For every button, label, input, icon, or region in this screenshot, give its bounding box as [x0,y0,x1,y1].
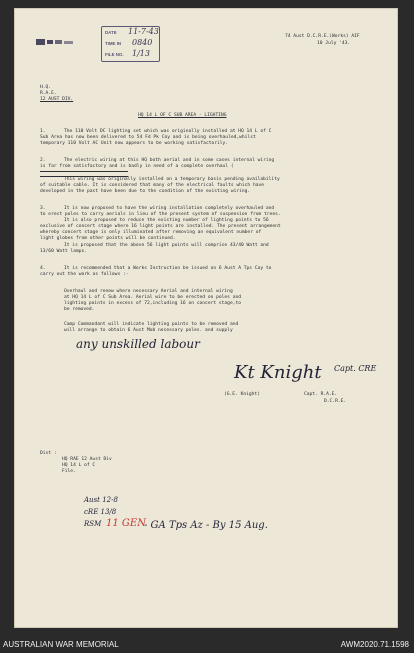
handwritten-red-note: 11 GEN [106,518,146,529]
paragraph-line: It is also proposed to reduce the existing number of lighting points to 56 [64,218,269,223]
signature-rank: Capt. R.A.E. [304,392,338,397]
paragraph-line: The 110 Volt DC lighting set which was originally installed at HQ 14 L of C [64,129,272,134]
handwritten-action-note: - GA Tps Az - By 15 Aug. [144,520,268,531]
distribution-item: File. [62,469,76,474]
signature-unit: D.C.R.E. [324,399,347,404]
paragraph-line: developed in the past have been due to the condition of the existing wiring. [40,189,251,194]
work-item-line: lighting points in excess of 72,including 16 on concert stage,to [64,301,242,306]
date-line: 10 July '43. [317,41,351,46]
handwritten-labour-note: any unskilled labour [76,337,200,351]
paragraph-line: carry out the work as follows :- [40,272,129,277]
signature-name: (G.E. Knight) [224,392,260,397]
paragraph-line: It is recommended that a Works Instruction be issued on 6 Aust A Tps Coy to [64,266,272,271]
archive-footer [0,636,414,653]
paragraph-line: to erect poles to carry aerials in lieu of the present system of suspension from trees. [40,212,281,217]
paragraph-number: 4. [40,266,46,271]
paragraph-line: whereby concert stage is only illuminated after removing an equivalent number of [40,230,262,235]
paragraph-line: 13/60 Watt lamps. [40,249,88,254]
stamp-file-label: FILE NO. [105,52,124,57]
paragraph-number: 2. [40,158,46,163]
distribution-item: HQ 14 L of C [62,463,96,468]
unit-line: 74 Aust D.C.R.E.(Works) AIF [285,34,360,39]
stamp-time-label: TIME IN [105,41,122,46]
document-page [14,8,398,628]
address-line: 12 AUST DIV. [40,97,74,102]
paragraph-line: light globes from other points will be continued. [40,236,176,241]
work-item-line: Camp Commandant will indicate lighting points to be removed and [64,322,239,327]
paragraph-line: The electric wiring at this HQ both aerial and in some cases internal wiring [64,158,275,163]
distribution-label: Dist : [40,451,57,456]
paragraph-number: 1. [40,129,46,134]
stamp-time-value: 0840 [132,38,153,47]
distribution-item: HQ RAE 12 Aust Div [62,457,112,462]
paragraph-line: exclusive of concert stage where 16 light points are installed. The present arrangement [40,224,281,229]
stamp-file-value: 1/13 [132,49,150,58]
handwritten-margin-note: RSM [84,520,102,528]
paragraph-line: This wiring was originally installed on a temporary basis pending availability [64,177,280,182]
paragraph-line: It is now proposed to have the wiring installation completely overhauled and [64,206,275,211]
work-item-line: at HQ 14 L of C Sub Area. Aerial wire to be erected on poles and [64,295,242,300]
received-stamp [101,26,160,62]
address-line: H.Q. [40,85,52,90]
handwritten-margin-note: Aust 12-8 [84,496,118,504]
work-item-line: will arrange to obtain 6 Aust Mob necessary poles. and supply [64,328,233,333]
subject-heading: HQ 14 L OF C SUB AREA - LIGHTING [138,113,227,118]
paragraph-line: It is proposed that the above 56 light points will comprise 43/40 Watt and [64,243,269,248]
address-line: R.A.E. [40,91,57,96]
handwritten-capt-note: Capt. CRE [334,364,377,373]
paragraph-line: of suitable cable. It is considered that many of the electrical faults which have [40,183,265,188]
stamp-date-value: 11-7-43 [128,27,159,36]
letterhead-logo [36,32,74,42]
paragraph-line: Sub Area has now been delivered to 54 Fd Pk Coy and is being overhauled,whilst [40,135,256,140]
work-item-line: Overhaul and renew where necessary Aerial and internal wiring [64,289,233,294]
stamp-date-label: DATE [105,30,117,35]
handwritten-signature: Kt Knight [234,362,322,383]
letterhead-logo-icon [36,37,74,47]
paragraph-line: temporary 110 Volt AC Unit now appears to be working satisfactorily. [40,141,229,146]
work-item-line: be removed. [64,307,95,312]
paragraph-line: is far from satisfactory and is badly in need of a complete overhaul ( [40,164,234,169]
paragraph-number: 3. [40,206,46,211]
footer-accession-number: AWM2020.71.1598 [340,640,409,649]
footer-institution: AUSTRALIAN WAR MEMORIAL [3,640,119,649]
handwritten-margin-note: cRE 13/8 [84,508,117,516]
